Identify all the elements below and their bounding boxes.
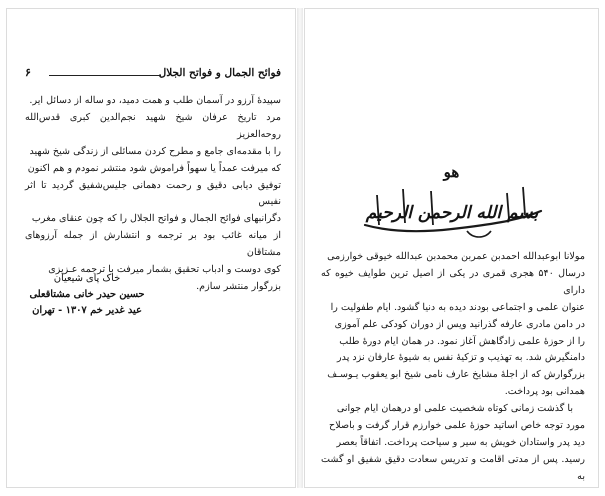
signature-name: حسین حیدر خانی مشتاقعلی — [29, 289, 145, 300]
body-line: دامنگیرش شد. به تهذیب و تزکیهٔ نفس به شیوهٔ عارفان نزد پدر — [337, 352, 585, 364]
body-line: مولانا ابوعبدالله احمدبن عمربن محمدبن عبدالله خیوقی خوارزمی — [327, 251, 585, 262]
body-line: توفیق دیابی دقیق و رحمت دهمانی جلیس‌شفیق گردید تا اثر نفیس — [25, 179, 281, 208]
signature-date-place: عید غدیر خم ۱۳۰۷ - تهران — [32, 305, 142, 316]
body-line: بزرگوار منتشر سازم. — [196, 280, 281, 292]
running-header — [25, 67, 281, 85]
page-number: ۶ — [25, 66, 31, 79]
left-page — [6, 8, 296, 488]
body-line: عنوان علمی و اجتماعی بودند دیده به دنیا گشود. ایام طفولیت را — [330, 301, 585, 313]
signature-dedication: خاک پای شیعیان — [53, 273, 121, 284]
body-line: رسید. پس از مدتی اقامت و تدریس سعادت دقیق شفیق او گشت به — [321, 453, 585, 482]
body-line: که میرفت عمداً یا سهواً فراموش شود منتشر نمودم و هم اکنون — [27, 162, 281, 174]
body-line: با گذشت زمانی کوتاه شخصیت علمی او درهمان ایام جوانی — [336, 403, 573, 415]
header-rule — [49, 75, 161, 76]
body-line: را از حوزهٔ علمی زادگاهش آغاز نمود. در همان ایام دورهٔ طلب — [339, 335, 585, 347]
left-body-text — [25, 93, 281, 296]
basmala-calligraphy — [357, 181, 547, 243]
body-line: کوی دوست و ادباب تحقیق بشمار میرفت با ترجمه عـزیزی — [48, 264, 281, 276]
body-line: درسال ۵۴۰ هجری قمری در یکی از اصیل ترین طوایف خیوه که دارای — [321, 267, 585, 296]
book-gutter — [297, 8, 303, 488]
body-line: بزرگوارش که از اجلهٔ مشایخ عارف نامی شیخ ابو یعقوب یـوسـف — [327, 369, 585, 381]
body-line: دید پدر واستادان خویش به سیر و سیاحت پرداخت. اتفاقاً بعصر — [336, 436, 585, 448]
body-line: مرد تاریخ عرفان شیخ شهید نجم‌الدین کبری قدس‌الله روحه‌العزیز — [25, 111, 281, 140]
body-line: از میانه غائب بود بر ترجمه و انتشارش از جمله آرزوهای مشتاقان — [25, 230, 281, 259]
body-line: در دامن مادری عارفه گذرانید ویس از دوران کودکی علم آموزی — [334, 318, 585, 330]
signature-block — [7, 271, 167, 319]
body-line: سپیدهٔ آرزو در آسمان طلب و همت دمید، دو ساله از دسائل ایر. — [29, 95, 281, 106]
body-line: دگرانبهای فوائح الجمال و فواتح الجلال را که چون عنقای مغرب — [31, 213, 281, 225]
page-heading: هو — [443, 163, 460, 181]
right-page — [304, 8, 599, 488]
right-body-text — [321, 249, 585, 486]
body-line: مورد توجه خاص اساتید حوزهٔ علمی خوارزم قرار گرفت و باصلاح — [329, 420, 585, 432]
basmala-text: بسم الله الرحمن الرحیم — [365, 203, 539, 223]
running-header-title: فوائح الجمال و فواتح الجلال — [158, 67, 281, 79]
body-line: همدانی بود پرداخت. — [504, 386, 585, 398]
body-line: را با مقدمه‌ای جامع و مطرح کردن مسائلی از زندگی شیخ شهید — [29, 145, 281, 157]
